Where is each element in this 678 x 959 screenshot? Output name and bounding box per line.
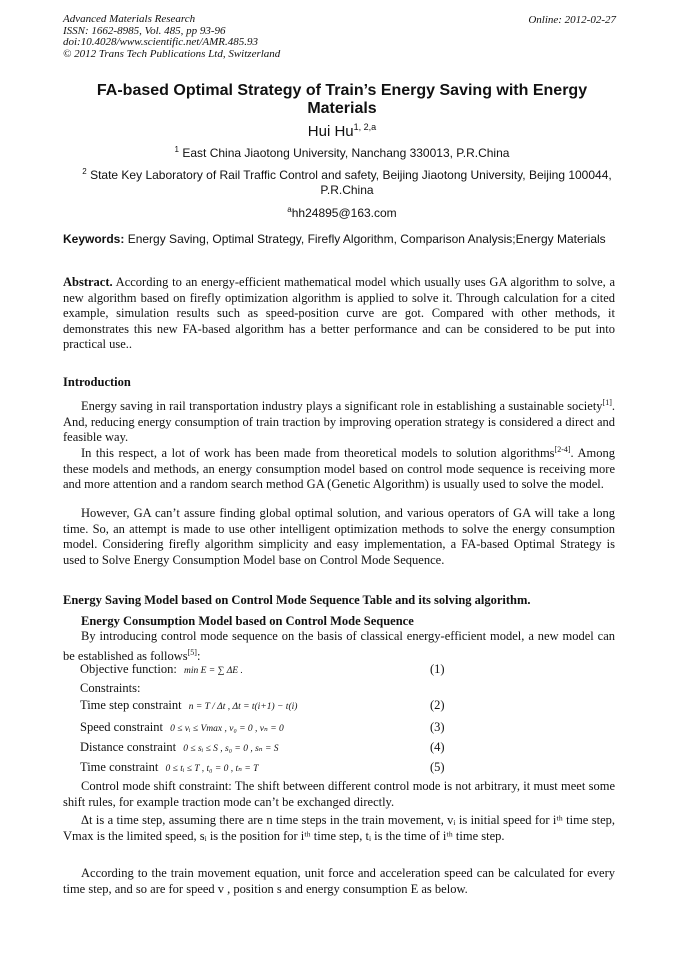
equation-constraints-label: Constraints:	[80, 681, 141, 695]
equation-3: Speed constraint 0 ≤ vᵢ ≤ Vmax , v₀ = 0 , vₙ = 0 (3)	[80, 720, 445, 734]
intro-heading: Introduction	[63, 375, 131, 389]
equation-2: Time step constraint n = T / Δt , Δt = t(i+1) − t(i) (2)	[80, 698, 445, 712]
equation-1: Objective function: min E = ∑ ΔE . (1)	[80, 662, 445, 676]
keywords-text: Energy Saving, Optimal Strategy, Firefly Algorithm, Comparison Analysis;Energy Materials	[127, 232, 606, 246]
online-date: Online: 2012-02-27	[528, 14, 616, 26]
keywords-label: Keywords:	[63, 232, 125, 246]
citation: [2-4]	[554, 445, 571, 454]
keywords	[63, 232, 615, 246]
journal-header	[63, 14, 280, 60]
model-paragraph: By introducing control mode sequence on the basis of classical energy-efficient model, a new model can be established as follows[5]:	[63, 629, 615, 663]
abstract-text: According to an energy-efficient mathematical model which usually uses GA algorithm to solve, a new algorithm based on firefly optimization algorithm is applied to solve it. Through calculation for a cited example, simulation results such as speed-position curve are got. Compared with other methods, it demonstrates this new FA-based algorithm has a better performance and can be considered to be put into practical use..	[63, 275, 615, 352]
affiliation-2: $^2$ State Key Laboratory of Rail Traffic Control and safety, Beijing Jiaotong University, Beijing 100044, P.R.China	[82, 167, 612, 197]
intro-paragraph-1: Energy saving in rail transportation industry plays a significant role in establishing a sustainable society[1]. And, reducing energy consumption of train traction by improving operation strategy is considered a direct and feasible way.	[63, 398, 615, 445]
author-sup: 1, 2,a	[353, 122, 377, 132]
author	[70, 122, 614, 140]
journal-name: Advanced Materials Research	[63, 13, 196, 25]
abstract-label: Abstract.	[63, 275, 113, 289]
doi: doi:10.4028/www.scientific.net/AMR.485.93	[63, 36, 259, 48]
citation: [1]	[602, 398, 612, 407]
equation-4: Distance constraint 0 ≤ sᵢ ≤ S , s₀ = 0 , sₙ = S (4)	[80, 740, 445, 754]
intro-paragraph-3: However, GA can’t assure finding global optimal solution, and various operators of GA will take a long time. So, an attempt is made to use other intelligent optimization methods to solve the energy consumption model. Considering firefly algorithm simplicity and easy implementation, a FA-based Optimal Strategy is used to Solve Energy Consumption Model base on Control Mode Sequence.	[63, 506, 615, 567]
shift-constraint-paragraph: Control mode shift constraint: The shift between different control mode is not arbitrary, it must meet some shift rules, for example traction mode can’t be exchanged directly.	[63, 779, 615, 809]
copyright: © 2012 Trans Tech Publications Ltd, Switzerland	[63, 47, 281, 60]
affiliation-1: $^1$ East China Jiaotong University, Nanchang 330013, P.R.China	[174, 145, 510, 160]
intro-paragraph-2: In this respect, a lot of work has been made from theoretical models to solution algorithms[2-4]. Among these models and methods, an energy consumption model based on control mode sequence is receiving more and more attention and a random search method GA (Genetic Algorithm) is usually used to solve the model.	[63, 445, 615, 492]
abstract	[63, 275, 615, 353]
paper-title: FA-based Optimal Strategy of Train’s Energy Saving with Energy Materials	[96, 82, 588, 117]
equation-5: Time constraint 0 ≤ tᵢ ≤ T , t₀ = 0 , tₙ = T (5)	[80, 760, 445, 774]
issn: ISSN: 1662-8985, Vol. 485, pp 93-96	[63, 24, 226, 37]
email: $^a$hh24895@163.com	[287, 205, 397, 220]
movement-paragraph: According to the train movement equation, unit force and acceleration speed can be calculated for every time step, and so are for speed v , position s and energy consumption E as below.	[63, 866, 615, 896]
variables-paragraph: Δt is a time step, assuming there are n time steps in the train movement, vᵢ is initial speed for iᵗʰ time step, Vmax is the limited speed, sᵢ is the position for iᵗʰ time step, tᵢ is the time of iᵗʰ time step.	[63, 813, 615, 843]
citation: [5]	[187, 647, 197, 657]
author-name: Hui Hu	[307, 123, 354, 140]
subsection-heading: Energy Consumption Model based on Control Mode Sequence	[81, 614, 414, 628]
section-heading: Energy Saving Model based on Control Mode Sequence Table and its solving algorithm.	[63, 593, 531, 607]
